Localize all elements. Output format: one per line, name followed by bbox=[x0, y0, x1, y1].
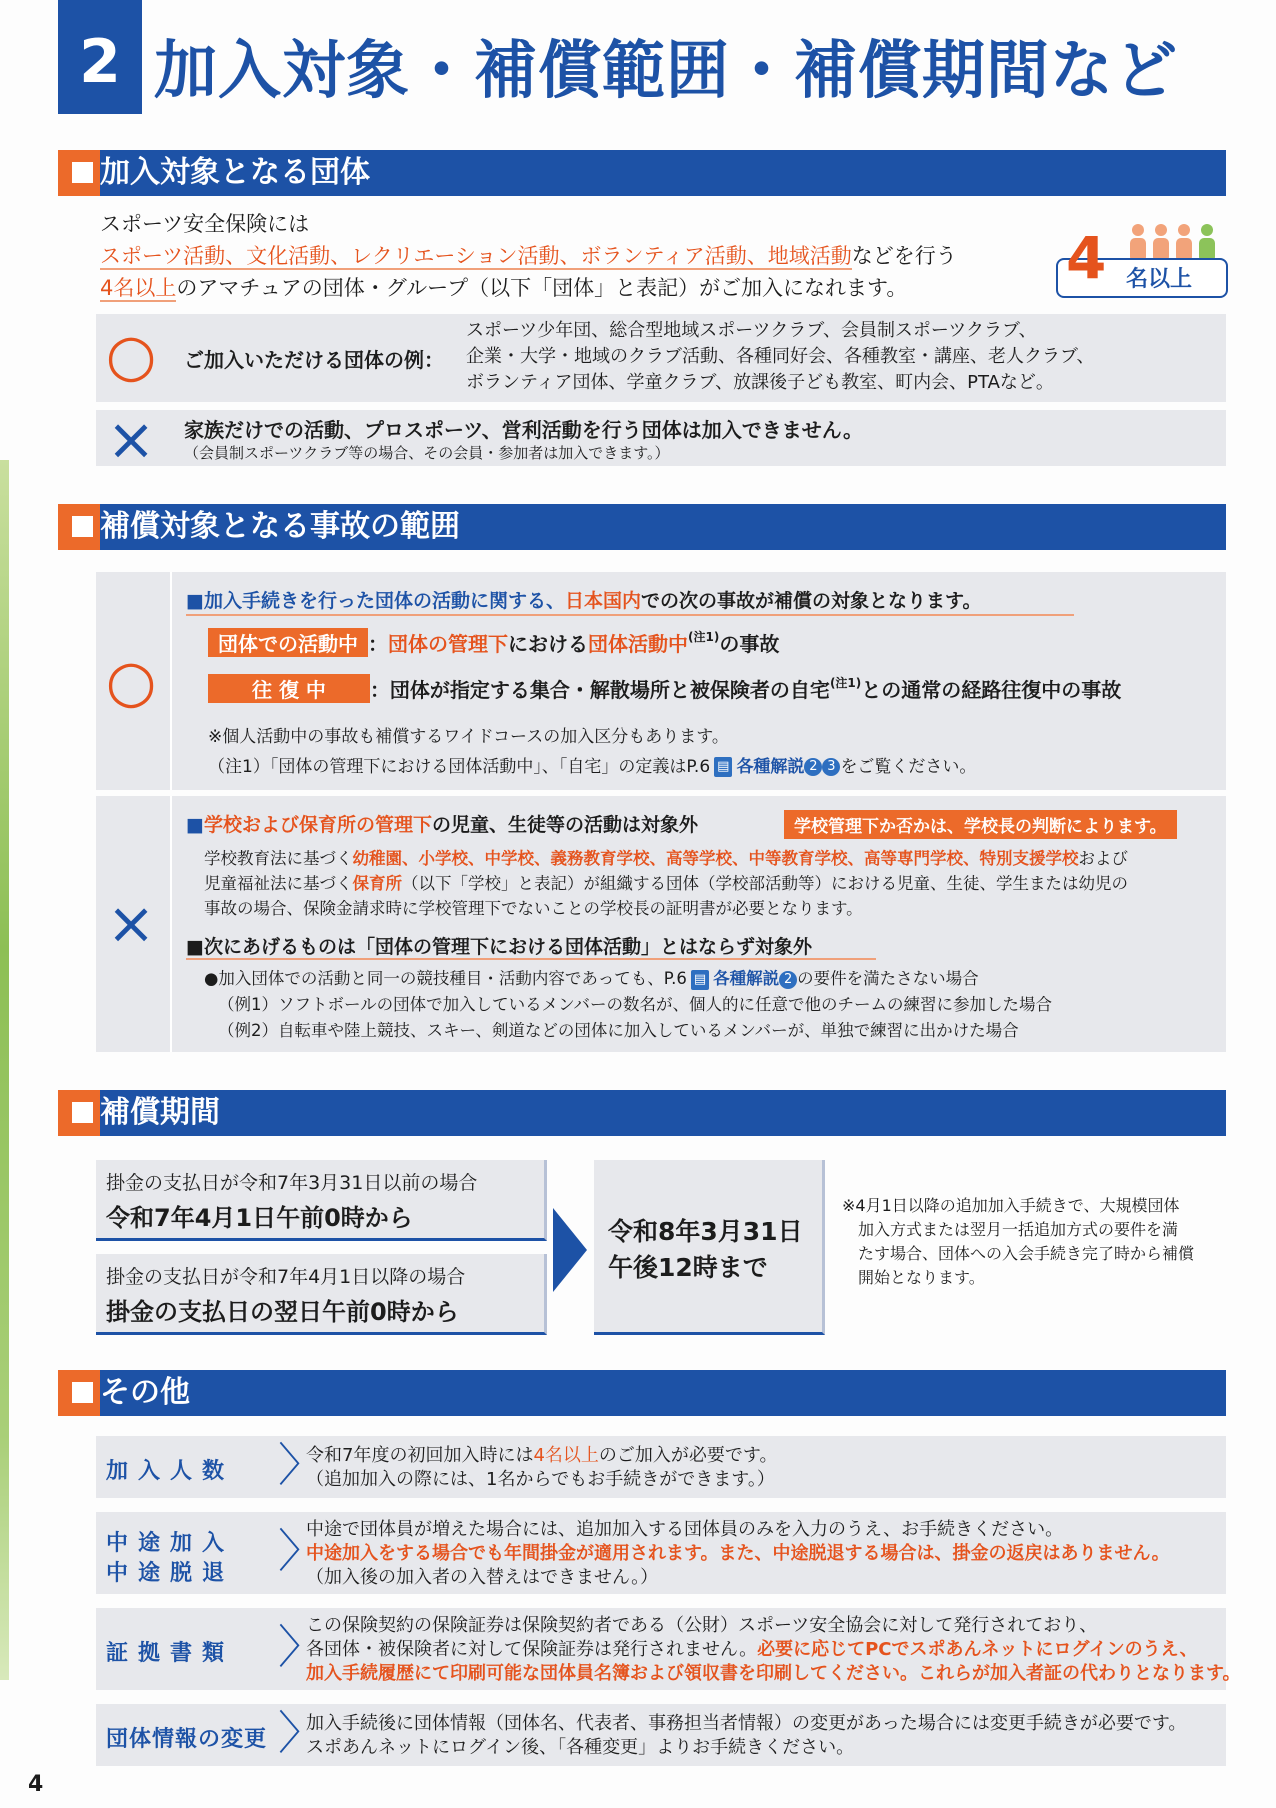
title-text: 加入対象・補償範囲・補償期間など bbox=[154, 34, 1178, 107]
coverage-end-box: 令和8年3月31日 午後12時まで bbox=[594, 1160, 825, 1335]
explanation-link[interactable]: 各種解説 bbox=[736, 757, 805, 777]
non-group-activity-heading: ■次にあげるものは「団体の管理下における団体活動」とはならず対象外 bbox=[186, 936, 812, 958]
section-heading: 補償対象となる事故の範囲 bbox=[100, 509, 460, 544]
during-activity-row: 団体での活動中 ：団体の管理下における団体活動中$^{(注1)}$の事故 bbox=[208, 628, 779, 657]
chevron-right-icon: 〉 bbox=[278, 1620, 324, 1674]
other-row-mid-join-leave: 中途加入 中途脱退 〉 中途で団体員が増えた場合には、追加加入する団体員のみを入力のうえ、お手続きください。 中途加入をする場合でも年間掛金が適用されます。また、中途脱退する場合は、掛金の返戻はありません。 （加入後の加入者の入替えはできません。） bbox=[96, 1512, 1226, 1594]
intro-line-2: スポーツ活動、文化活動、レクリエーション活動、ボランティア活動、地域活動などを行う bbox=[100, 244, 957, 268]
intro-line-1: スポーツ安全保険には bbox=[100, 212, 310, 236]
chevron-right-icon: 〉 bbox=[278, 1524, 324, 1578]
square-icon bbox=[72, 1102, 93, 1123]
square-icon bbox=[72, 1382, 93, 1403]
cross-ng-icon: × bbox=[106, 405, 156, 473]
commute-row: 往 復 中 ：団体が指定する集合・解散場所と被保険者の自宅$^{(注1)}$との通常の経路往復中の事故 bbox=[208, 674, 1121, 703]
book-icon: ▤ bbox=[714, 757, 732, 777]
definition-note: （注1）「団体の管理下における団体活動中」、「自宅」の定義はP.6 ▤ 各種解説 2 3 をご覧ください。 bbox=[208, 757, 977, 777]
tag-commute: 往 復 中 bbox=[208, 674, 370, 703]
chevron-right-icon: 〉 bbox=[278, 1706, 324, 1760]
section-heading: 補償期間 bbox=[100, 1095, 220, 1130]
page-number: 4 bbox=[28, 1772, 44, 1797]
other-row-evidence-documents: 証拠書類 〉 この保険契約の保険証券は保険契約者である（公財）スポーツ安全協会に対して発行されており、 各団体・被保険者に対して保険証券は発行されません。必要に応じてPCでスポあんネットにログインのうえ、 加入手続履歴にて印刷可能な団体員名簿および領収書を印刷してください。これらが加入者証の代わりとなります。 bbox=[96, 1608, 1226, 1690]
covered-heading: ■加入手続きを行った団体の活動に関する、日本国内での次の事故が補償の対象となります。 bbox=[186, 590, 982, 612]
page-title bbox=[58, 0, 1228, 116]
circle-ok-icon: ○ bbox=[105, 647, 157, 715]
wide-course-note: ※個人活動中の事故も補償するワイドコースの加入区分もあります。 bbox=[208, 727, 729, 747]
eligible-list: スポーツ少年団、総合型地域スポーツクラブ、会員制スポーツクラブ、 企業・大学・地域のクラブ活動、各種同好会、各種教室・講座、老人クラブ、 ボランティア団体、学童クラブ、放課後子ども教室、町内会、PTAなど。 bbox=[466, 320, 1095, 393]
section-header-other bbox=[58, 1370, 1226, 1416]
other-row-member-count: 加入人数 〉 令和7年度の初回加入時には4名以上のご加入が必要です。 （追加加入の際には、1名からでもお手続きができます。） bbox=[96, 1436, 1226, 1498]
people-icon bbox=[1126, 222, 1226, 244]
decorative-green-strip bbox=[0, 460, 9, 1680]
school-exclusion-heading: ■学校および保育所の管理下の児童、生徒等の活動は対象外 bbox=[186, 814, 698, 836]
activity-types: スポーツ活動、文化活動、レクリエーション活動、ボランティア活動、地域活動 bbox=[100, 244, 852, 268]
square-icon bbox=[72, 516, 93, 537]
intro-line-3: 4名以上のアマチュアの団体・グループ（以下「団体」と表記）がご加入になれます。 bbox=[100, 276, 908, 300]
square-icon bbox=[72, 162, 93, 183]
other-row-info-change: 団体情報の変更 〉 加入手続後に団体情報（団体名、代表者、事務担当者情報）の変更があった場合には変更手続きが必要です。 スポあんネットにログイン後、「各種変更」よりお手続きください。 bbox=[96, 1704, 1226, 1766]
section-heading: 加入対象となる団体 bbox=[100, 155, 370, 190]
title-number: 2 bbox=[58, 0, 142, 114]
tag-during-activity: 団体での活動中 bbox=[208, 628, 368, 657]
ineligible-note: （会員制スポーツクラブ等の場合、その会員・参加者は加入できます。） bbox=[184, 444, 670, 462]
cross-ng-icon: × bbox=[106, 889, 156, 957]
arrow-right-icon bbox=[553, 1208, 587, 1292]
badge-number: 4 bbox=[1066, 224, 1107, 292]
ok-label: ご加入いただける団体の例： bbox=[184, 348, 444, 372]
book-icon: ▤ bbox=[691, 970, 709, 990]
min-members: 4名以上 bbox=[100, 276, 177, 300]
chevron-right-icon: 〉 bbox=[278, 1438, 324, 1492]
additional-enrollment-note: ※4月1日以降の追加加入手続きで、大規模団体 加入方式または翌月一括追加方式の要件を満 たす場合、団体への入会手続き完了時から補償 開始となります。 bbox=[842, 1196, 1195, 1287]
start-before-april-box: 掛金の支払日が令和7年3月31日以前の場合 令和7年4月1日午前0時から bbox=[96, 1160, 547, 1241]
circle-ok-icon: ○ bbox=[105, 321, 157, 389]
non-group-activity-detail: ●加入団体での活動と同一の競技種目・活動内容であっても、P.6 ▤ 各種解説 2 の要件を満たさない場合 （例1）ソフトボールの団体で加入しているメンバーの数名が、個人的に任意で他のチームの練習に参加した場合 （例2）自転車や陸上競技、スキー、剣道などの団体に加入しているメンバーが、単独で練習に出かけた場合 bbox=[204, 969, 1053, 1040]
section-header-eligible-groups bbox=[58, 150, 1226, 196]
ineligible-main: 家族だけでの活動、プロスポーツ、営利活動を行う団体は加入できません。 bbox=[184, 418, 863, 442]
section-header-accident-scope bbox=[58, 504, 1226, 550]
school-exclusion-detail: 学校教育法に基づく幼稚園、小学校、中学校、義務教育学校、高等学校、中等教育学校、高等専門学校、特別支援学校および 児童福祉法に基づく保育所（以下「学校」と表記）が組織する団体（学校部活動等）における児童、生徒、学生または幼児の 事故の場合、保険金請求時に学校管理下でないことの学校長の証明書が必要となります。 bbox=[204, 849, 1128, 918]
section-heading: その他 bbox=[100, 1375, 190, 1410]
start-after-april-box: 掛金の支払日が令和7年4月1日以降の場合 掛金の支払日の翌日午前0時から bbox=[96, 1254, 547, 1335]
section-header-coverage-period bbox=[58, 1090, 1226, 1136]
school-judgement-tag: 学校管理下か否かは、学校長の判断によります。 bbox=[784, 810, 1177, 839]
four-or-more-badge bbox=[1056, 222, 1226, 296]
badge-text: 名以上 bbox=[1126, 267, 1193, 292]
explanation-link[interactable]: 各種解説 bbox=[713, 969, 780, 988]
